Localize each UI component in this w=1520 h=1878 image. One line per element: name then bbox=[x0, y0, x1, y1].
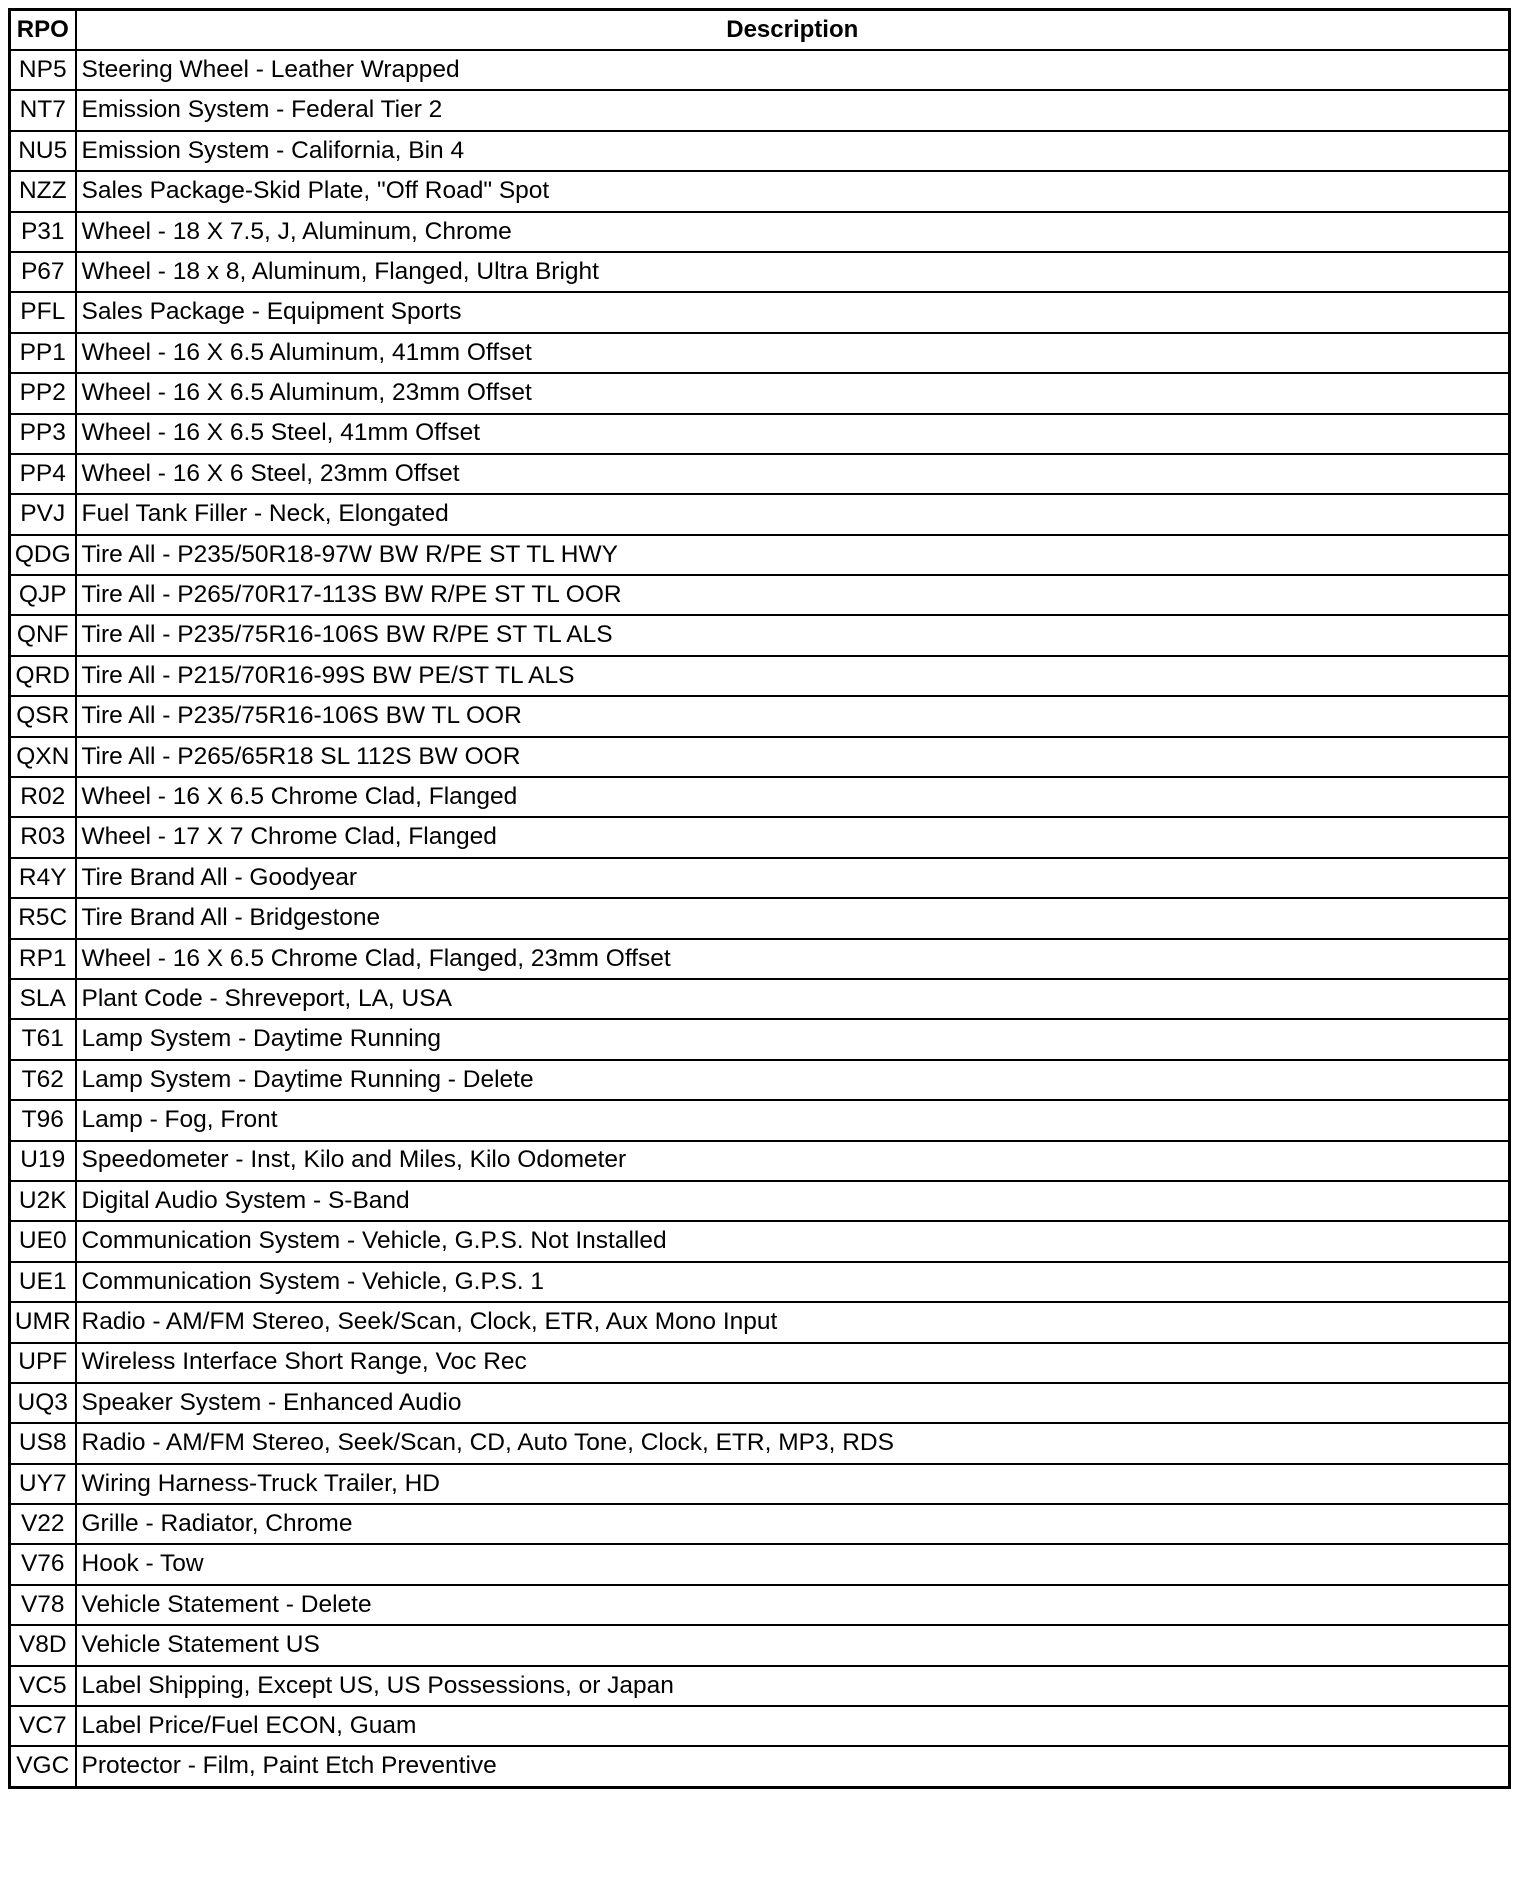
description-cell: Wheel - 18 x 8, Aluminum, Flanged, Ultra Bright bbox=[76, 252, 1510, 292]
description-cell: Digital Audio System - S-Band bbox=[76, 1181, 1510, 1221]
rpo-code-cell: PP2 bbox=[10, 373, 76, 413]
description-cell: Tire Brand All - Bridgestone bbox=[76, 898, 1510, 938]
description-cell: Communication System - Vehicle, G.P.S. Not Installed bbox=[76, 1221, 1510, 1261]
table-row bbox=[10, 1302, 1510, 1342]
rpo-code-cell: V8D bbox=[10, 1625, 76, 1665]
table-row bbox=[10, 1706, 1510, 1746]
rpo-code-cell: QDG bbox=[10, 535, 76, 575]
rpo-code-cell: QNF bbox=[10, 615, 76, 655]
rpo-code-cell: QXN bbox=[10, 737, 76, 777]
rpo-code-cell: QRD bbox=[10, 656, 76, 696]
description-cell: Plant Code - Shreveport, LA, USA bbox=[76, 979, 1510, 1019]
rpo-code-cell: R5C bbox=[10, 898, 76, 938]
description-cell: Wheel - 16 X 6.5 Steel, 41mm Offset bbox=[76, 414, 1510, 454]
description-cell: Tire All - P215/70R16-99S BW PE/ST TL ALS bbox=[76, 656, 1510, 696]
table-row bbox=[10, 171, 1510, 211]
description-cell: Emission System - California, Bin 4 bbox=[76, 131, 1510, 171]
description-cell: Wheel - 17 X 7 Chrome Clad, Flanged bbox=[76, 817, 1510, 857]
rpo-code-cell: QJP bbox=[10, 575, 76, 615]
table-row bbox=[10, 1181, 1510, 1221]
table-row bbox=[10, 1504, 1510, 1544]
description-cell: Wheel - 18 X 7.5, J, Aluminum, Chrome bbox=[76, 212, 1510, 252]
description-cell: Wheel - 16 X 6.5 Aluminum, 41mm Offset bbox=[76, 333, 1510, 373]
table-row bbox=[10, 252, 1510, 292]
table-row bbox=[10, 535, 1510, 575]
rpo-code-cell: V78 bbox=[10, 1585, 76, 1625]
rpo-code-cell: UY7 bbox=[10, 1464, 76, 1504]
description-cell: Wheel - 16 X 6.5 Chrome Clad, Flanged bbox=[76, 777, 1510, 817]
rpo-code-cell: UPF bbox=[10, 1343, 76, 1383]
description-cell: Tire Brand All - Goodyear bbox=[76, 858, 1510, 898]
rpo-code-cell: VGC bbox=[10, 1746, 76, 1787]
description-cell: Hook - Tow bbox=[76, 1544, 1510, 1584]
rpo-code-cell: T96 bbox=[10, 1100, 76, 1140]
table-row bbox=[10, 1019, 1510, 1059]
table-row bbox=[10, 414, 1510, 454]
rpo-code-cell: T61 bbox=[10, 1019, 76, 1059]
column-header-description: Description bbox=[76, 10, 1510, 51]
rpo-code-cell: U2K bbox=[10, 1181, 76, 1221]
table-row bbox=[10, 737, 1510, 777]
description-cell: Communication System - Vehicle, G.P.S. 1 bbox=[76, 1262, 1510, 1302]
header-row bbox=[10, 10, 1510, 51]
column-header-rpo: RPO bbox=[10, 10, 76, 51]
table-row bbox=[10, 333, 1510, 373]
table-row bbox=[10, 1383, 1510, 1423]
description-cell: Grille - Radiator, Chrome bbox=[76, 1504, 1510, 1544]
table-row bbox=[10, 1544, 1510, 1584]
table-body bbox=[10, 50, 1510, 1787]
table-row bbox=[10, 131, 1510, 171]
description-cell: Sales Package-Skid Plate, "Off Road" Spot bbox=[76, 171, 1510, 211]
rpo-code-cell: NU5 bbox=[10, 131, 76, 171]
table-row bbox=[10, 615, 1510, 655]
table-row bbox=[10, 575, 1510, 615]
rpo-code-cell: R03 bbox=[10, 817, 76, 857]
rpo-code-cell: VC5 bbox=[10, 1666, 76, 1706]
rpo-code-cell: UMR bbox=[10, 1302, 76, 1342]
rpo-code-cell: P67 bbox=[10, 252, 76, 292]
table-row bbox=[10, 898, 1510, 938]
table-row bbox=[10, 1423, 1510, 1463]
rpo-code-cell: U19 bbox=[10, 1141, 76, 1181]
description-cell: Label Shipping, Except US, US Possessions, or Japan bbox=[76, 1666, 1510, 1706]
description-cell: Radio - AM/FM Stereo, Seek/Scan, CD, Auto Tone, Clock, ETR, MP3, RDS bbox=[76, 1423, 1510, 1463]
rpo-code-cell: RP1 bbox=[10, 939, 76, 979]
description-cell: Speaker System - Enhanced Audio bbox=[76, 1383, 1510, 1423]
table-row bbox=[10, 373, 1510, 413]
description-cell: Vehicle Statement US bbox=[76, 1625, 1510, 1665]
table-row bbox=[10, 696, 1510, 736]
description-cell: Sales Package - Equipment Sports bbox=[76, 292, 1510, 332]
rpo-code-cell: PFL bbox=[10, 292, 76, 332]
table-row bbox=[10, 858, 1510, 898]
table-row bbox=[10, 979, 1510, 1019]
table-row bbox=[10, 1746, 1510, 1787]
table-row bbox=[10, 90, 1510, 130]
description-cell: Steering Wheel - Leather Wrapped bbox=[76, 50, 1510, 90]
table-row bbox=[10, 656, 1510, 696]
rpo-code-cell: NZZ bbox=[10, 171, 76, 211]
rpo-code-cell: PVJ bbox=[10, 494, 76, 534]
table-row bbox=[10, 939, 1510, 979]
rpo-code-cell: PP4 bbox=[10, 454, 76, 494]
description-cell: Wheel - 16 X 6.5 Chrome Clad, Flanged, 23mm Offset bbox=[76, 939, 1510, 979]
description-cell: Speedometer - Inst, Kilo and Miles, Kilo Odometer bbox=[76, 1141, 1510, 1181]
table-row bbox=[10, 1343, 1510, 1383]
rpo-code-cell: SLA bbox=[10, 979, 76, 1019]
description-cell: Tire All - P235/75R16-106S BW TL OOR bbox=[76, 696, 1510, 736]
description-cell: Tire All - P235/75R16-106S BW R/PE ST TL ALS bbox=[76, 615, 1510, 655]
description-cell: Wheel - 16 X 6.5 Aluminum, 23mm Offset bbox=[76, 373, 1510, 413]
description-cell: Tire All - P265/70R17-113S BW R/PE ST TL OOR bbox=[76, 575, 1510, 615]
description-cell: Label Price/Fuel ECON, Guam bbox=[76, 1706, 1510, 1746]
rpo-code-cell: PP3 bbox=[10, 414, 76, 454]
table-row bbox=[10, 817, 1510, 857]
rpo-code-cell: NP5 bbox=[10, 50, 76, 90]
description-cell: Lamp System - Daytime Running bbox=[76, 1019, 1510, 1059]
table-row bbox=[10, 777, 1510, 817]
table-row bbox=[10, 212, 1510, 252]
description-cell: Wheel - 16 X 6 Steel, 23mm Offset bbox=[76, 454, 1510, 494]
description-cell: Emission System - Federal Tier 2 bbox=[76, 90, 1510, 130]
table-row bbox=[10, 1625, 1510, 1665]
description-cell: Lamp System - Daytime Running - Delete bbox=[76, 1060, 1510, 1100]
table-row bbox=[10, 1464, 1510, 1504]
table-row bbox=[10, 1666, 1510, 1706]
rpo-code-cell: R02 bbox=[10, 777, 76, 817]
description-cell: Tire All - P265/65R18 SL 112S BW OOR bbox=[76, 737, 1510, 777]
description-cell: Radio - AM/FM Stereo, Seek/Scan, Clock, ETR, Aux Mono Input bbox=[76, 1302, 1510, 1342]
table-row bbox=[10, 454, 1510, 494]
description-cell: Tire All - P235/50R18-97W BW R/PE ST TL HWY bbox=[76, 535, 1510, 575]
table-row bbox=[10, 1060, 1510, 1100]
rpo-code-cell: V22 bbox=[10, 1504, 76, 1544]
table-row bbox=[10, 1100, 1510, 1140]
table-row bbox=[10, 1141, 1510, 1181]
table-row bbox=[10, 50, 1510, 90]
rpo-code-cell: PP1 bbox=[10, 333, 76, 373]
table-row bbox=[10, 1221, 1510, 1261]
rpo-code-cell: T62 bbox=[10, 1060, 76, 1100]
table-row bbox=[10, 1262, 1510, 1302]
rpo-code-cell: UQ3 bbox=[10, 1383, 76, 1423]
table-row bbox=[10, 1585, 1510, 1625]
rpo-code-cell: VC7 bbox=[10, 1706, 76, 1746]
rpo-table bbox=[8, 8, 1511, 1789]
description-cell: Wireless Interface Short Range, Voc Rec bbox=[76, 1343, 1510, 1383]
table-row bbox=[10, 292, 1510, 332]
table-row bbox=[10, 494, 1510, 534]
rpo-code-cell: P31 bbox=[10, 212, 76, 252]
rpo-code-cell: UE0 bbox=[10, 1221, 76, 1261]
description-cell: Protector - Film, Paint Etch Preventive bbox=[76, 1746, 1510, 1787]
rpo-code-cell: R4Y bbox=[10, 858, 76, 898]
description-cell: Lamp - Fog, Front bbox=[76, 1100, 1510, 1140]
rpo-code-cell: NT7 bbox=[10, 90, 76, 130]
description-cell: Wiring Harness-Truck Trailer, HD bbox=[76, 1464, 1510, 1504]
rpo-code-cell: QSR bbox=[10, 696, 76, 736]
description-cell: Vehicle Statement - Delete bbox=[76, 1585, 1510, 1625]
rpo-code-cell: UE1 bbox=[10, 1262, 76, 1302]
description-cell: Fuel Tank Filler - Neck, Elongated bbox=[76, 494, 1510, 534]
rpo-code-cell: US8 bbox=[10, 1423, 76, 1463]
rpo-code-cell: V76 bbox=[10, 1544, 76, 1584]
